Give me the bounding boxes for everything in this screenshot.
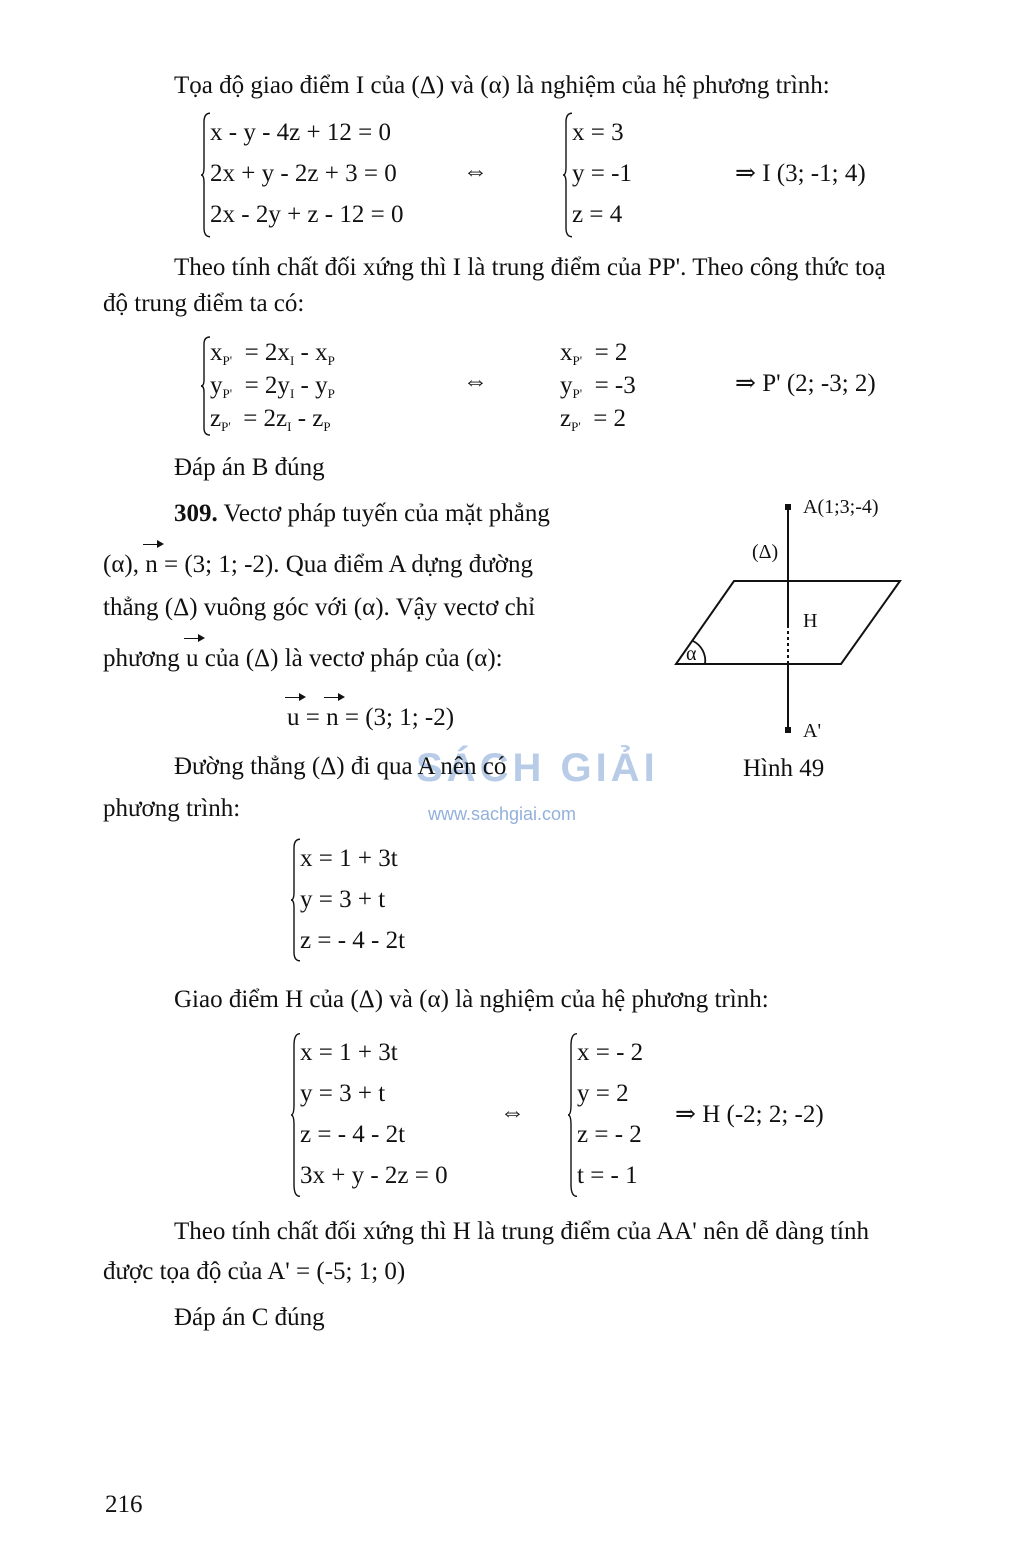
paragraph-line: được tọa độ của A' = (-5; 1; 0) — [103, 1258, 406, 1285]
equation: $z_{P'} = 2z_I - z_P$ — [210, 405, 331, 434]
equation: z = - 4 - 2t — [300, 1121, 406, 1148]
equation: z = - 4 - 2t — [300, 927, 406, 954]
paragraph-line: Theo tính chất đối xứng thì H là trung điểm của AA' nên dễ dàng tính — [174, 1218, 869, 1245]
point-A-prime-marker — [785, 727, 791, 733]
problem-309-line1: 309. Vectơ pháp tuyến của mặt phẳng — [174, 500, 550, 527]
brace-icon — [290, 1032, 302, 1198]
vector-n: n — [145, 551, 158, 578]
equation: 3x + y - 2z = 0 — [300, 1162, 448, 1189]
intro-text-H: Giao điểm H của (Δ) và (α) là nghiệm của hệ phương trình: — [174, 986, 769, 1013]
equivalence-symbol: ⇔ — [463, 158, 488, 185]
brace-icon — [200, 336, 212, 436]
answer-C: Đáp án C đúng — [174, 1304, 325, 1331]
equation: y = -1 — [572, 160, 632, 187]
equation-system-H-left — [290, 1032, 448, 1198]
equation: 2x - 2y + z - 12 = 0 — [210, 201, 404, 228]
equation-system-line — [290, 838, 405, 962]
equation: y = 3 + t — [300, 886, 386, 913]
problem-309-line5: Đường thẳng (Δ) đi qua A nên có — [174, 753, 507, 780]
equation-system-I-left — [200, 112, 403, 238]
equation: x = 3 — [572, 119, 624, 146]
paragraph-line: độ trung điểm ta có: — [103, 290, 305, 317]
result-P-prime: ⇒ P' (2; -3; 2) — [735, 370, 876, 397]
vector-u: u — [186, 645, 199, 672]
watermark-url: www.sachgiai.com — [428, 804, 577, 824]
equation: $y_{P'} = 2y_I - y_P$ — [210, 372, 335, 401]
equation-system-H-right — [567, 1032, 643, 1198]
equation-system-P-left — [200, 336, 335, 436]
equation: $x_{P'} = 2$ — [560, 339, 628, 368]
paragraph-line: Theo tính chất đối xứng thì I là trung điểm của PP'. Theo công thức toạ — [174, 254, 886, 281]
label-delta: (Δ) — [752, 541, 779, 563]
result-H: ⇒ H (-2; 2; -2) — [675, 1101, 824, 1128]
equation-system-P-right — [560, 336, 636, 435]
vector-n: n — [326, 704, 339, 731]
equation: $x_{P'} = 2x_I - x_P$ — [210, 339, 335, 368]
problem-309-line4: phương u của (Δ) là vectơ pháp của (α): — [103, 645, 503, 672]
label-A: A(1;3;-4) — [803, 496, 879, 518]
equation: t = - 1 — [577, 1162, 638, 1189]
equation: $y_{P'} = -3$ — [560, 372, 636, 401]
problem-309-line3: thẳng (Δ) vuông góc với (α). Vậy vectơ chỉ — [103, 594, 536, 621]
problem-309-line6: phương trình: — [103, 795, 241, 822]
vector-u: u — [287, 704, 300, 731]
intro-text-I: Tọa độ giao điểm I của (Δ) và (α) là nghiệm của hệ phương trình: — [174, 72, 830, 99]
equation-system-I-right — [562, 112, 632, 238]
equivalence-symbol: ⇔ — [463, 368, 488, 395]
point-A-marker — [785, 504, 791, 510]
equation: x = - 2 — [577, 1039, 644, 1066]
brace-icon — [290, 838, 302, 962]
brace-icon — [567, 1032, 579, 1198]
label-alpha: α — [686, 643, 697, 665]
label-A-prime: A' — [803, 720, 822, 742]
equation: x - y - 4z + 12 = 0 — [210, 119, 391, 146]
equation: 2x + y - 2z + 3 = 0 — [210, 160, 397, 187]
equation: y = 3 + t — [300, 1080, 386, 1107]
equivalence-symbol: ⇔ — [500, 1099, 525, 1126]
answer-B: Đáp án B đúng — [174, 454, 325, 481]
brace-icon — [562, 112, 574, 238]
brace-icon — [200, 112, 212, 238]
equation: z = - 2 — [577, 1121, 642, 1148]
equation: y = 2 — [577, 1080, 629, 1107]
figure-49-diagram — [660, 490, 920, 750]
page-number: 216 — [105, 1491, 143, 1518]
watermark-logo: SÁCH GIẢI — [416, 746, 659, 790]
equation: x = 1 + 3t — [300, 1039, 398, 1066]
equation: x = 1 + 3t — [300, 845, 398, 872]
vector-equation: u = n = (3; 1; -2) — [287, 704, 455, 731]
problem-number: 309. — [174, 500, 218, 527]
result-I: ⇒ I (3; -1; 4) — [735, 160, 866, 187]
label-H: H — [803, 610, 818, 632]
figure-caption: Hình 49 — [743, 755, 825, 782]
equation: z = 4 — [572, 201, 623, 228]
equation: $z_{P'} = 2$ — [560, 405, 627, 434]
problem-309-line2: (α), n = (3; 1; -2). Qua điểm A dựng đường — [103, 551, 533, 578]
